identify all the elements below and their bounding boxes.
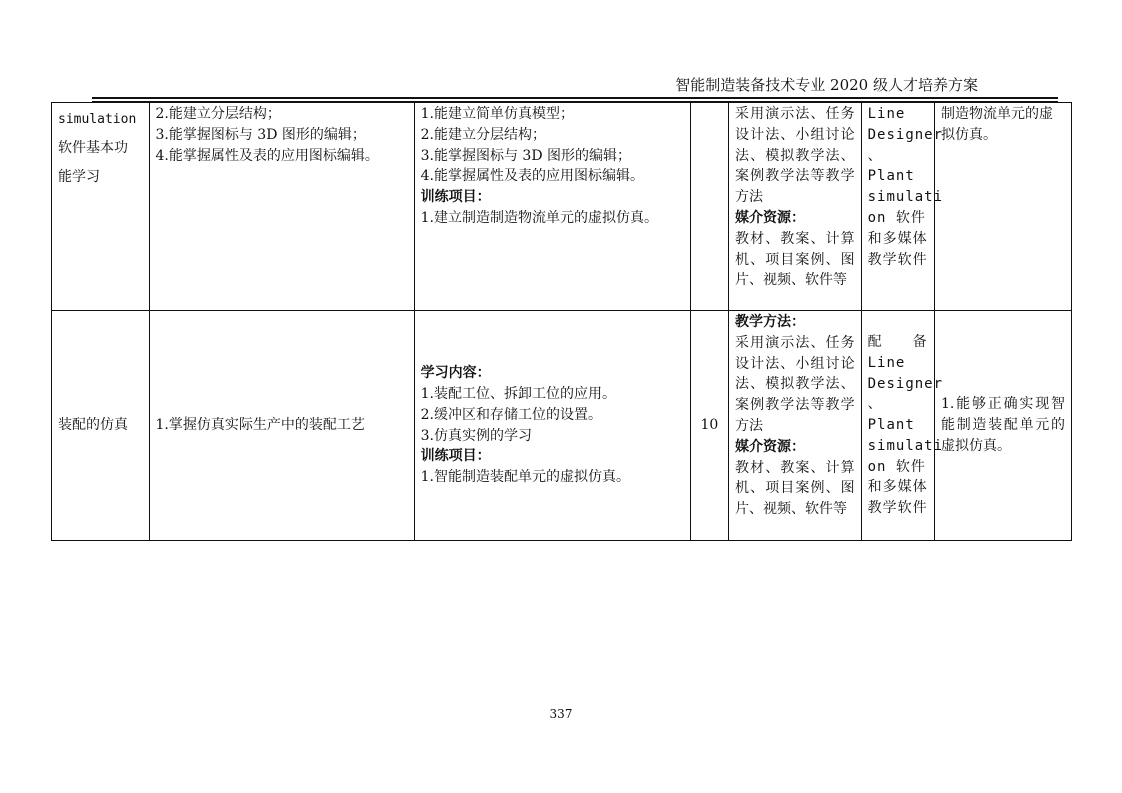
software-line: 和多媒体 xyxy=(867,230,928,247)
software-line: 、 Plant xyxy=(867,396,915,434)
content-cell xyxy=(414,311,690,541)
method-cell xyxy=(729,103,862,311)
content-line: 2.缓冲区和存储工位的设置。 xyxy=(420,406,602,423)
media-text: 教材、教案、计算机、项目案例、图片、视频、软件等 xyxy=(735,459,855,518)
content-line: 1.能建立简单仿真模型； xyxy=(420,106,574,122)
hours-cell: 10 xyxy=(690,311,728,541)
page-number: 337 xyxy=(549,707,573,721)
module-name-cell xyxy=(52,103,150,311)
method-text: 采用演示法、任务设计法、小组讨论法、模拟教学法、案例教学法等教学方法 xyxy=(735,334,855,434)
content-line: 2.能建立分层结构； xyxy=(420,126,546,143)
software-line: simulati xyxy=(867,437,944,454)
software-line: simulati xyxy=(867,189,944,206)
software-line: Line xyxy=(867,106,906,122)
module-name-line: simulation xyxy=(58,112,137,127)
outcome-cell xyxy=(935,311,1072,541)
module-name-line: 能学习 xyxy=(58,169,100,185)
training-label: 训练项目： xyxy=(420,189,491,206)
training-line: 1.建立制造制造物流单元的虚拟仿真。 xyxy=(420,209,658,226)
content-line: 4.能掌握属性及表的应用图标编辑。 xyxy=(420,168,644,185)
content-line: 3.仿真实例的学习 xyxy=(420,427,532,444)
header-rule-thick xyxy=(92,97,1058,99)
module-name-line: 软件基本功 xyxy=(58,140,128,156)
software-line: 配 备 xyxy=(867,333,928,350)
goal-line: 2.能建立分层结构； xyxy=(155,106,281,122)
software-line: Designer xyxy=(867,375,944,392)
goal-line: 4.能掌握属性及表的应用图标编辑。 xyxy=(155,147,379,164)
content-cell xyxy=(414,103,690,311)
media-label: 媒介资源： xyxy=(735,438,806,455)
content-label: 学习内容： xyxy=(420,365,491,382)
curriculum-table xyxy=(51,102,1072,541)
software-line: 和多媒体 xyxy=(867,479,928,496)
software-line: on 软件 xyxy=(867,209,926,226)
software-cell xyxy=(861,103,944,311)
software-line: on 软件 xyxy=(867,458,926,475)
goals-cell xyxy=(149,103,414,311)
software-line: 、 Plant xyxy=(867,147,915,185)
outcome-cell xyxy=(935,103,1072,311)
software-line: 教学软件 xyxy=(867,251,928,268)
media-label: 媒介资源： xyxy=(735,209,806,226)
outcome-text: 1.能够正确实现智能制造装配单元的虚拟仿真。 xyxy=(941,396,1065,454)
method-text: 采用演示法、任务设计法、小组讨论法、模拟教学法、案例教学法等教学方法 xyxy=(735,106,855,206)
software-line: Designer xyxy=(867,126,944,143)
software-line: 教学软件 xyxy=(867,500,928,517)
software-line: Line xyxy=(867,354,906,371)
hours-cell xyxy=(690,103,728,311)
method-label: 教学方法： xyxy=(735,314,806,330)
goal-line: 3.能掌握图标与 3D 图形的编辑； xyxy=(155,126,366,143)
module-name-cell: 装配的仿真 xyxy=(52,311,150,541)
goals-cell: 1.掌握仿真实际生产中的装配工艺 xyxy=(149,311,414,541)
method-cell xyxy=(729,311,862,541)
training-line: 1.智能制造装配单元的虚拟仿真。 xyxy=(420,469,630,486)
software-cell xyxy=(861,311,944,541)
table-row xyxy=(52,103,1072,311)
document-header-title: 智能制造装备技术专业 2020 级人才培养方案 xyxy=(675,76,978,94)
content-line: 1.装配工位、拆卸工位的应用。 xyxy=(420,385,616,402)
outcome-text: 制造物流单元的虚拟仿真。 xyxy=(941,106,1053,143)
content-line: 3.能掌握图标与 3D 图形的编辑； xyxy=(420,147,632,164)
training-label: 训练项目： xyxy=(420,448,491,465)
table-row xyxy=(52,311,1072,541)
media-text: 教材、教案、计算机、项目案例、图片、视频、软件等 xyxy=(735,230,855,289)
